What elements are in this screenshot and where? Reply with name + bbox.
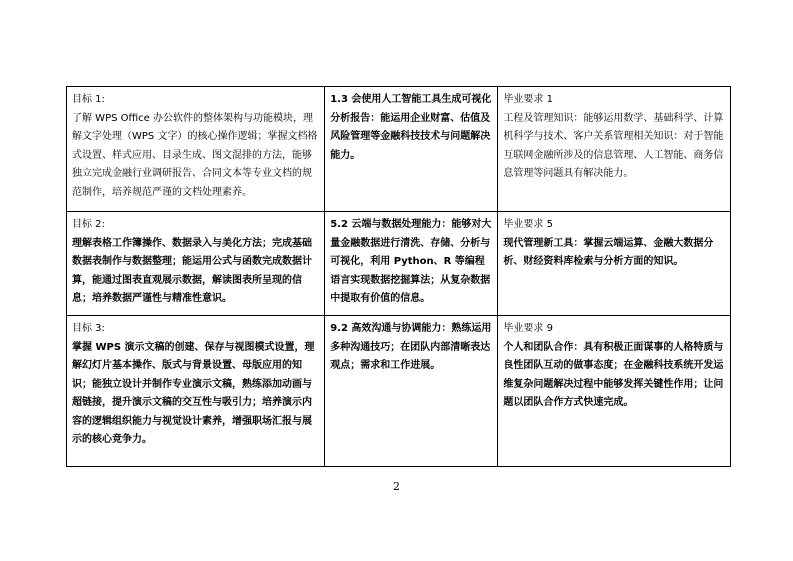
objective-title: 目标 2:: [72, 219, 105, 230]
page-number: 2: [393, 480, 400, 493]
indicator-cell: [325, 87, 498, 212]
requirement-title: 毕业要求 1: [503, 94, 553, 105]
objective-text: 了解 WPS Office 办公软件的整体架构与功能模块，理解文字处理（WPS 文字）的核心操作逻辑；掌握文档格式设置、样式应用、目录生成、图文混排的方法，能够独立完成金融行业调研报告、合同文本等专业文档的规范制作，培养规范严谨的文档处理素养。: [72, 112, 318, 198]
indicator-text: 9.2 高效沟通与协调能力：熟练运用多种沟通技巧；在团队内部清晰表达观点；需求和工作进展。: [330, 323, 492, 371]
table-row: [67, 87, 731, 212]
objective-cell: [67, 316, 325, 467]
indicator-text: 1.3 会使用人工智能工具生成可视化分析报告：能运用企业财富、估值及风险管理等金融科技技术与问题解决能力。: [330, 94, 492, 161]
objective-cell: [67, 212, 325, 316]
table-row: [67, 316, 731, 467]
requirement-text: 工程及管理知识：能够运用数学、基础科学、计算机科学与技术、客户关系管理相关知识：对于智能互联网金融所涉及的信息管理、人工智能、商务信息管理等问题具有解决能力。: [503, 112, 724, 179]
requirement-cell: [498, 212, 731, 316]
indicator-cell: [325, 316, 498, 467]
requirement-title: 毕业要求 9: [503, 323, 553, 334]
objective-title: 目标 1:: [72, 94, 105, 105]
indicator-cell: [325, 212, 498, 316]
requirement-cell: [498, 316, 731, 467]
requirement-text: 现代管理新工具：掌握云端运算、金融大数据分析、财经资料库检索与分析方面的知识。: [503, 237, 714, 267]
objective-text: 掌握 WPS 演示文稿的创建、保存与视图模式设置，理解幻灯片基本操作、版式与背景设置、母版应用的知识；能独立设计并制作专业演示文稿，熟练添加动画与超链接，提升演示文稿的交互性与吸引力；培养演示内容的逻辑组织能力与视觉设计素养，增强职场汇报与展示的核心竞争力。: [72, 341, 315, 445]
indicator-text: 5.2 云端与数据处理能力：能够对大量金融数据进行清洗、存储、分析与可视化，利用 Python、R 等编程语言实现数据挖掘算法；从复杂数据中提取有价值的信息。: [330, 219, 492, 304]
objective-title: 目标 3:: [72, 323, 105, 334]
objective-cell: [67, 87, 325, 212]
objective-text: 理解表格工作簿操作、数据录入与美化方法；完成基础数据表制作与数据整理；能运用公式与函数完成数据计算，能通过图表直观展示数据，解读图表所呈现的信息；培养数据严谨性与精准性意识。: [72, 237, 312, 304]
table-row: [67, 212, 731, 316]
objectives-table: [66, 86, 731, 467]
requirement-text: 个人和团队合作：具有积极正面谋事的人格特质与良性团队互动的做事态度；在金融科技系统开发运维复杂问题解决过程中能够发挥关键性作用；让问题以团队合作方式快速完成。: [503, 341, 724, 408]
requirement-cell: [498, 87, 731, 212]
requirement-title: 毕业要求 5: [503, 219, 553, 230]
